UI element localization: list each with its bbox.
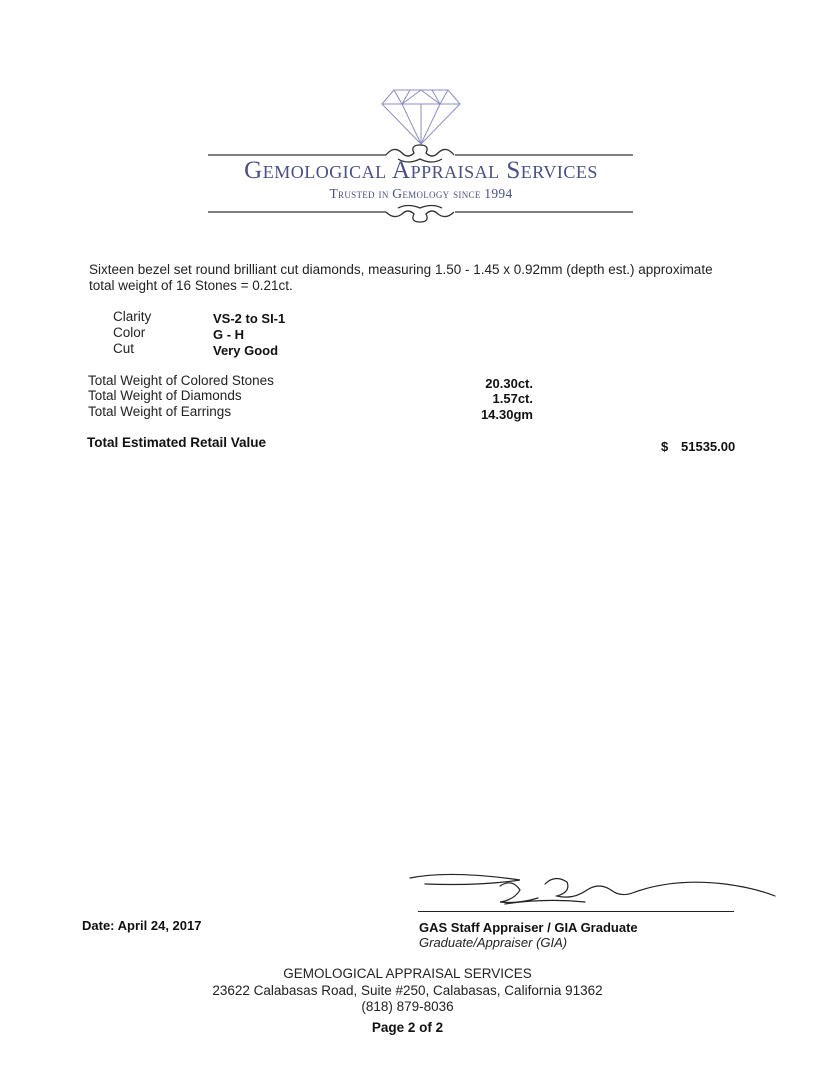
footer-address: 23622 Calabasas Road, Suite #250, Calabasas, California 91362 [212,983,603,998]
total-value-diamonds: 1.57ct. [492,391,533,406]
diamond-icon [380,88,462,146]
footer-company: GEMOLOGICAL APPRAISAL SERVICES [283,966,532,981]
appraiser-subtitle: Graduate/Appraiser (GIA) [419,935,568,950]
spec-value-color: G - H [213,327,245,342]
page-number: Page 2 of 2 [371,1020,444,1035]
spec-label-clarity: Clarity [113,309,152,324]
total-value-earrings: 14.30gm [480,407,533,422]
appraiser-title: GAS Staff Appraiser / GIA Graduate [419,920,638,935]
spec-label-color: Color [113,325,146,340]
retail-value-amount: 51535.00 [681,439,736,454]
retail-currency: $ [661,439,669,454]
retail-value-label: Total Estimated Retail Value [87,435,267,450]
total-value-colored-stones: 20.30ct. [485,376,533,391]
stone-description: Sixteen bezel set round brilliant cut diamonds, measuring 1.50 - 1.45 x 0.92mm (depth est.) approximate total weight of 16 Stones = 0.21ct. [89,262,713,293]
spec-value-cut: Very Good [213,343,279,358]
spec-label-cut: Cut [113,341,135,356]
signature-line [418,911,734,912]
spec-value-clarity: VS-2 to SI-1 [213,311,286,326]
signature-icon [405,862,795,917]
footer-phone: (818) 879-8036 [361,999,454,1014]
ornament-scroll-icon [208,202,633,224]
company-tagline: Trusted in Gemology since 1994 [329,186,513,201]
total-label-earrings: Total Weight of Earrings [88,404,232,419]
total-label-diamonds: Total Weight of Diamonds [88,388,242,403]
company-logo-title: Gemological Appraisal Services [244,157,598,184]
total-label-colored-stones: Total Weight of Colored Stones [88,373,274,388]
appraisal-date: Date: April 24, 2017 [82,918,202,933]
